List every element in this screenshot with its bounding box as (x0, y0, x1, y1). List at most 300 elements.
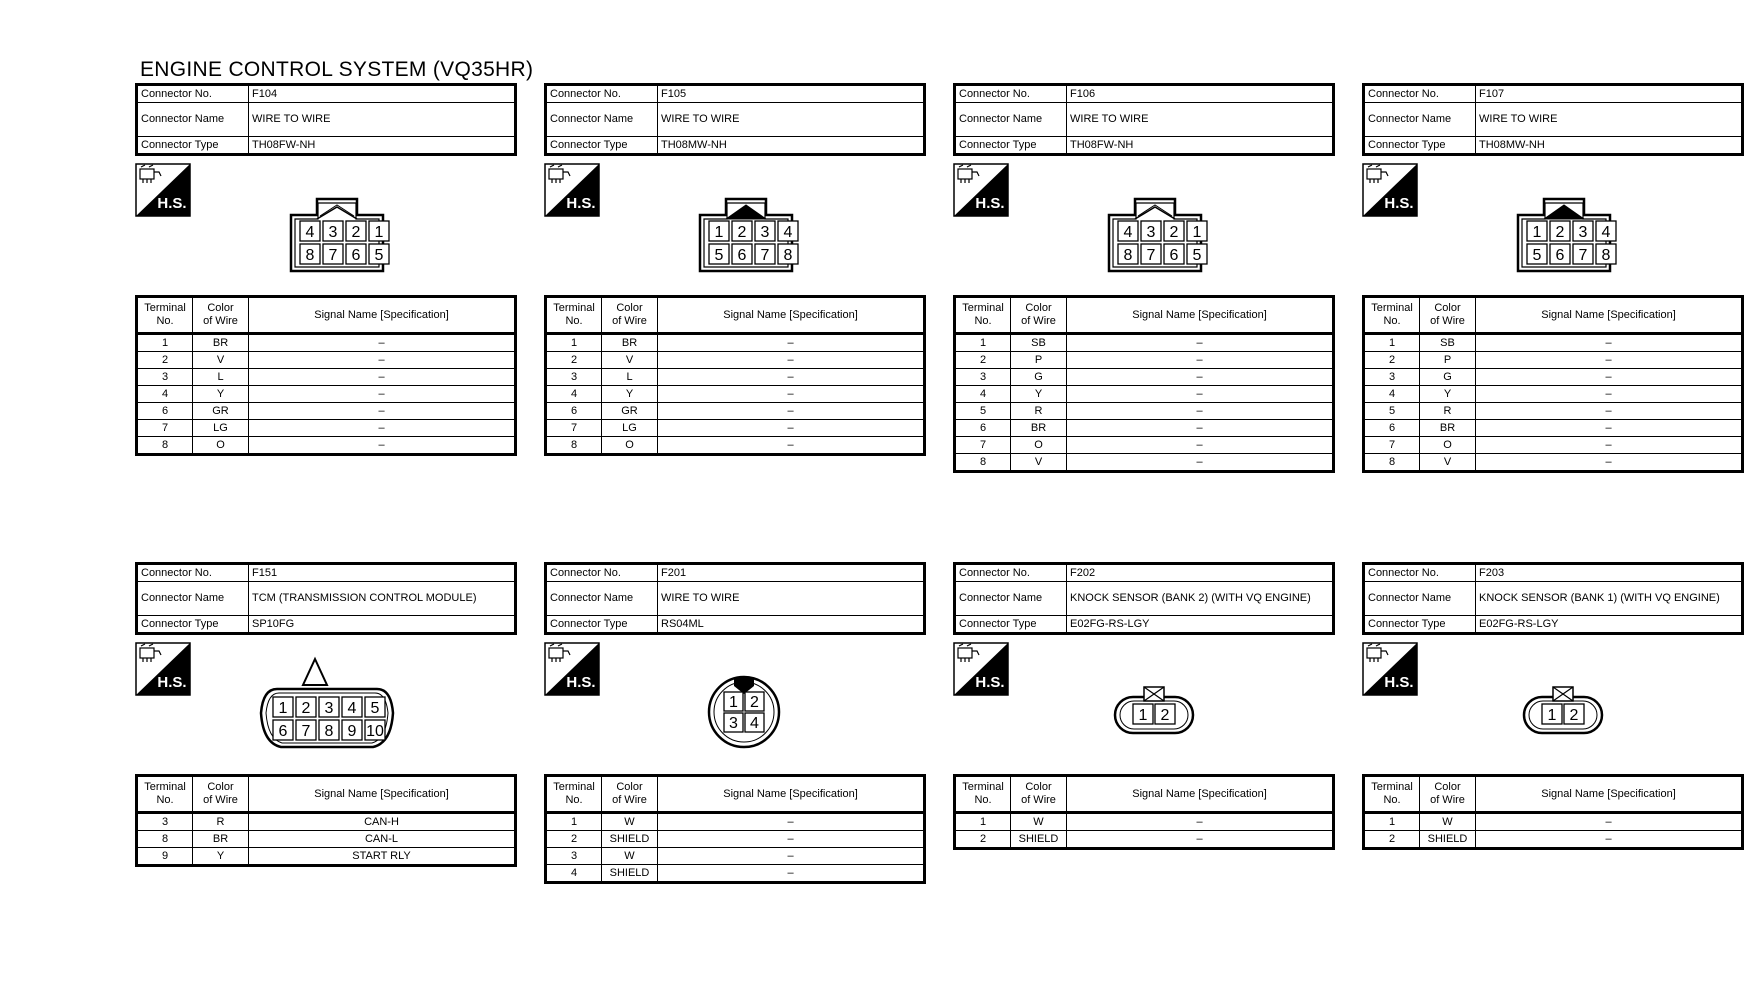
connector-type-label: Connector Type (546, 137, 658, 155)
terminal-no-header: Terminal No. (137, 776, 193, 813)
signal-name: – (658, 831, 925, 848)
terminal-number: 2 (955, 831, 1011, 849)
pin-number: 4 (305, 224, 315, 241)
wire-color: R (1011, 403, 1067, 420)
connector-name-label: Connector Name (1364, 103, 1476, 137)
connector-info-table (953, 562, 1335, 635)
terminal-number: 4 (1364, 386, 1420, 403)
wire-color: L (602, 369, 658, 386)
terminal-number: 5 (1364, 403, 1420, 420)
wire-color-header: Color of Wire (1011, 297, 1067, 334)
wire-color: BR (1420, 420, 1476, 437)
table-row (955, 352, 1334, 369)
table-row (1364, 403, 1743, 420)
connector-number-label: Connector No. (546, 85, 658, 103)
signal-name: – (658, 386, 925, 403)
hs-label: H.S. (975, 195, 1005, 212)
connector-number-value: F107 (1476, 85, 1743, 103)
table-row (137, 334, 516, 352)
signal-name: – (249, 352, 516, 369)
terminal-table-header (1364, 776, 1743, 813)
connector-name-value: KNOCK SENSOR (BANK 2) (WITH VQ ENGINE) (1067, 582, 1334, 616)
harness-side-icon (1362, 642, 1418, 696)
pin-number: 3 (1146, 224, 1156, 241)
terminal-table-header (546, 776, 925, 813)
pin-number: 5 (1532, 247, 1542, 264)
connector-face (688, 185, 804, 278)
terminal-number: 4 (546, 386, 602, 403)
connector-face-diagram (688, 185, 804, 273)
connector-name-label: Connector Name (955, 103, 1067, 137)
table-row (137, 831, 516, 848)
harness-side-icon (135, 642, 191, 696)
wire-color-header: Color of Wire (1420, 776, 1476, 813)
harness-side-icon (544, 642, 600, 696)
terminal-number: 7 (546, 420, 602, 437)
signal-name: – (1476, 437, 1743, 454)
pin-number: 9 (347, 723, 357, 740)
table-row (546, 352, 925, 369)
connector-name-value: TCM (TRANSMISSION CONTROL MODULE) (249, 582, 516, 616)
wire-color: R (193, 813, 249, 831)
terminal-table-header (546, 297, 925, 334)
pin-number: 7 (328, 247, 338, 264)
connector-name-label: Connector Name (1364, 582, 1476, 616)
connector-face (1521, 683, 1605, 742)
terminal-table (953, 295, 1335, 473)
terminal-number: 3 (546, 848, 602, 865)
connector-type-value: TH08MW-NH (1476, 137, 1743, 155)
terminal-number: 3 (1364, 369, 1420, 386)
connector-name-label: Connector Name (137, 582, 249, 616)
pin-number: 1 (714, 224, 724, 241)
terminal-number: 8 (1364, 454, 1420, 472)
wire-color: BR (1011, 420, 1067, 437)
table-row (546, 369, 925, 386)
connector-block (1362, 83, 1744, 468)
wire-color: Y (193, 386, 249, 403)
pin-number: 3 (324, 700, 334, 717)
signal-name: – (1067, 420, 1334, 437)
wire-color: G (1420, 369, 1476, 386)
wire-color: G (1011, 369, 1067, 386)
table-row (955, 420, 1334, 437)
connector-info-table (1362, 83, 1744, 156)
harness-side-icon (135, 163, 191, 217)
connector-face (1506, 185, 1622, 278)
wire-color-header: Color of Wire (602, 297, 658, 334)
signal-name: – (658, 420, 925, 437)
signal-name: – (1476, 403, 1743, 420)
pin-number: 1 (1192, 224, 1202, 241)
table-row (137, 420, 516, 437)
terminal-number: 8 (546, 437, 602, 455)
connector-block (135, 83, 517, 451)
terminal-number: 3 (137, 813, 193, 831)
pin-number: 2 (301, 700, 311, 717)
connector-number-label: Connector No. (1364, 85, 1476, 103)
signal-name: – (1067, 831, 1334, 849)
connector-number-label: Connector No. (955, 85, 1067, 103)
terminal-number: 6 (1364, 420, 1420, 437)
hs-label: H.S. (1384, 674, 1414, 691)
connector-number-value: F104 (249, 85, 516, 103)
wire-color: O (602, 437, 658, 455)
connector-name-label: Connector Name (955, 582, 1067, 616)
terminal-table-header (137, 776, 516, 813)
connector-number-value: F202 (1067, 564, 1334, 582)
wire-color: V (193, 352, 249, 369)
connector-face (1097, 185, 1213, 278)
pin-number: 5 (370, 700, 380, 717)
signal-name-header: Signal Name [Specification] (249, 776, 516, 813)
signal-name: – (658, 334, 925, 352)
wire-color: SHIELD (1420, 831, 1476, 849)
terminal-number: 6 (546, 403, 602, 420)
table-row (955, 369, 1334, 386)
table-row (546, 848, 925, 865)
page-title: ENGINE CONTROL SYSTEM (VQ35HR) (140, 58, 534, 81)
wire-color: O (1420, 437, 1476, 454)
terminal-number: 1 (546, 334, 602, 352)
harness-side-icon (1362, 163, 1418, 217)
connector-face (257, 655, 397, 760)
connector-number-value: F201 (658, 564, 925, 582)
table-row (1364, 454, 1743, 472)
harness-side-icon (953, 642, 1009, 696)
signal-name: – (1067, 369, 1334, 386)
table-row (1364, 813, 1743, 831)
terminal-number: 4 (137, 386, 193, 403)
pin-number: 4 (1601, 224, 1611, 241)
terminal-number: 1 (955, 334, 1011, 352)
connector-block (135, 562, 517, 862)
pin-number: 3 (760, 224, 770, 241)
terminal-number: 2 (546, 352, 602, 369)
table-row (955, 437, 1334, 454)
terminal-number: 2 (137, 352, 193, 369)
table-row (955, 386, 1334, 403)
connector-type-label: Connector Type (137, 137, 249, 155)
connector-type-label: Connector Type (1364, 616, 1476, 634)
signal-name: – (1476, 334, 1743, 352)
connector-face-diagram (1506, 185, 1622, 273)
pin-number: 4 (783, 224, 793, 241)
pin-number: 8 (324, 723, 334, 740)
terminal-number: 3 (955, 369, 1011, 386)
table-row (137, 437, 516, 455)
terminal-number: 1 (546, 813, 602, 831)
signal-name-header: Signal Name [Specification] (658, 297, 925, 334)
connector-number-label: Connector No. (955, 564, 1067, 582)
wire-color: O (1011, 437, 1067, 454)
connector-block (953, 83, 1335, 468)
connector-type-label: Connector Type (1364, 137, 1476, 155)
signal-name: – (658, 865, 925, 883)
table-row (137, 848, 516, 866)
connector-face-diagram (1521, 683, 1605, 737)
connector-type-value: TH08MW-NH (658, 137, 925, 155)
wire-color: W (1011, 813, 1067, 831)
pin-number: 4 (347, 700, 357, 717)
pin-number: 3 (729, 715, 738, 732)
connector-number-value: F105 (658, 85, 925, 103)
connector-number-label: Connector No. (546, 564, 658, 582)
terminal-no-header: Terminal No. (546, 297, 602, 334)
terminal-table (135, 774, 517, 867)
terminal-number: 6 (955, 420, 1011, 437)
wire-color: BR (602, 334, 658, 352)
signal-name-header: Signal Name [Specification] (249, 297, 516, 334)
signal-name: CAN-H (249, 813, 516, 831)
signal-name: – (1067, 454, 1334, 472)
pin-number: 8 (1123, 247, 1133, 264)
pin-number: 8 (783, 247, 793, 264)
terminal-number: 1 (955, 813, 1011, 831)
table-row (955, 403, 1334, 420)
connector-number-value: F151 (249, 564, 516, 582)
terminal-number: 1 (137, 334, 193, 352)
terminal-number: 2 (546, 831, 602, 848)
signal-name: – (658, 848, 925, 865)
wire-color: Y (1420, 386, 1476, 403)
signal-name: – (1476, 386, 1743, 403)
table-row (137, 813, 516, 831)
connector-info-table (1362, 562, 1744, 635)
wire-color: LG (193, 420, 249, 437)
connector-type-value: TH08FW-NH (249, 137, 516, 155)
wire-color: W (602, 848, 658, 865)
wire-color: SHIELD (1011, 831, 1067, 849)
signal-name: – (249, 403, 516, 420)
signal-name: – (1067, 334, 1334, 352)
pin-number: 8 (305, 247, 315, 264)
terminal-number: 7 (955, 437, 1011, 454)
terminal-number: 7 (1364, 437, 1420, 454)
signal-name: – (658, 352, 925, 369)
signal-name: – (1067, 386, 1334, 403)
wire-color: R (1420, 403, 1476, 420)
terminal-number: 8 (955, 454, 1011, 472)
connector-info-table (544, 562, 926, 635)
connector-block (1362, 562, 1744, 845)
wire-color: BR (193, 334, 249, 352)
connector-info-table (135, 83, 517, 156)
signal-name: – (658, 403, 925, 420)
terminal-number: 3 (137, 369, 193, 386)
terminal-number: 4 (546, 865, 602, 883)
signal-name: – (249, 386, 516, 403)
pin-number: 3 (1578, 224, 1588, 241)
wire-color: V (1011, 454, 1067, 472)
signal-name: – (1476, 454, 1743, 472)
wire-color: GR (193, 403, 249, 420)
table-row (546, 403, 925, 420)
pin-number: 2 (1169, 224, 1179, 241)
hs-label: H.S. (566, 195, 596, 212)
signal-name: – (1067, 813, 1334, 831)
table-row (137, 369, 516, 386)
table-row (137, 386, 516, 403)
signal-name: – (249, 334, 516, 352)
connector-face (1112, 683, 1196, 742)
table-row (955, 454, 1334, 472)
connector-name-label: Connector Name (546, 582, 658, 616)
hs-label: H.S. (157, 195, 187, 212)
signal-name: – (1476, 352, 1743, 369)
signal-name: – (249, 437, 516, 455)
connector-type-value: E02FG-RS-LGY (1067, 616, 1334, 634)
pin-number: 2 (1555, 224, 1565, 241)
terminal-number: 4 (955, 386, 1011, 403)
table-row (1364, 831, 1743, 849)
signal-name: – (658, 813, 925, 831)
connector-face-diagram (279, 185, 395, 273)
wire-color: W (1420, 813, 1476, 831)
terminal-table (135, 295, 517, 456)
terminal-table (1362, 774, 1744, 850)
table-row (546, 813, 925, 831)
connector-type-value: TH08FW-NH (1067, 137, 1334, 155)
wire-color: Y (1011, 386, 1067, 403)
connector-face-diagram (257, 655, 397, 755)
terminal-number: 2 (955, 352, 1011, 369)
connector-number-label: Connector No. (137, 85, 249, 103)
terminal-number: 5 (955, 403, 1011, 420)
connector-info-table (953, 83, 1335, 156)
table-row (1364, 334, 1743, 352)
wire-color: LG (602, 420, 658, 437)
connector-type-label: Connector Type (955, 616, 1067, 634)
connector-type-label: Connector Type (137, 616, 249, 634)
wire-color: BR (193, 831, 249, 848)
connector-name-value: WIRE TO WIRE (658, 582, 925, 616)
pin-number: 6 (1555, 247, 1565, 264)
terminal-number: 2 (1364, 831, 1420, 849)
terminal-table (953, 774, 1335, 850)
wire-color-header: Color of Wire (602, 776, 658, 813)
signal-name-header: Signal Name [Specification] (1476, 297, 1743, 334)
terminal-number: 6 (137, 403, 193, 420)
table-row (1364, 369, 1743, 386)
terminal-number: 1 (1364, 334, 1420, 352)
table-row (546, 831, 925, 848)
signal-name: – (1476, 420, 1743, 437)
wire-color: L (193, 369, 249, 386)
table-row (137, 352, 516, 369)
signal-name: – (1476, 369, 1743, 386)
terminal-table-header (1364, 297, 1743, 334)
connector-name-label: Connector Name (546, 103, 658, 137)
connector-number-label: Connector No. (137, 564, 249, 582)
terminal-no-header: Terminal No. (1364, 776, 1420, 813)
connector-info-table (544, 83, 926, 156)
signal-name: START RLY (249, 848, 516, 866)
signal-name-header: Signal Name [Specification] (1067, 776, 1334, 813)
wire-color-header: Color of Wire (193, 776, 249, 813)
hs-label: H.S. (157, 674, 187, 691)
table-row (546, 865, 925, 883)
signal-name: – (1476, 813, 1743, 831)
connector-name-value: WIRE TO WIRE (658, 103, 925, 137)
table-row (137, 403, 516, 420)
wire-color-header: Color of Wire (193, 297, 249, 334)
connector-face-diagram (1097, 185, 1213, 273)
signal-name: – (249, 369, 516, 386)
connector-number-value: F203 (1476, 564, 1743, 582)
terminal-table-header (955, 776, 1334, 813)
connector-block (953, 562, 1335, 845)
wire-color: SHIELD (602, 831, 658, 848)
wire-color: W (602, 813, 658, 831)
harness-side-icon (953, 163, 1009, 217)
pin-number: 5 (374, 247, 384, 264)
signal-name: CAN-L (249, 831, 516, 848)
connector-name-value: KNOCK SENSOR (BANK 1) (WITH VQ ENGINE) (1476, 582, 1743, 616)
terminal-number: 7 (137, 420, 193, 437)
pin-number: 8 (1601, 247, 1611, 264)
table-row (1364, 420, 1743, 437)
pin-number: 6 (1169, 247, 1179, 264)
table-row (955, 813, 1334, 831)
terminal-no-header: Terminal No. (137, 297, 193, 334)
pin-number: 2 (1569, 707, 1579, 724)
wire-color: V (1420, 454, 1476, 472)
connector-type-value: RS04ML (658, 616, 925, 634)
wire-color: SB (1420, 334, 1476, 352)
pin-number: 2 (351, 224, 361, 241)
pin-number: 4 (1123, 224, 1133, 241)
terminal-number: 8 (137, 831, 193, 848)
pin-number: 5 (1192, 247, 1202, 264)
signal-name-header: Signal Name [Specification] (1476, 776, 1743, 813)
pin-number: 1 (729, 694, 738, 711)
terminal-no-header: Terminal No. (546, 776, 602, 813)
connector-name-value: WIRE TO WIRE (249, 103, 516, 137)
pin-number: 1 (1532, 224, 1542, 241)
wire-color: SB (1011, 334, 1067, 352)
table-row (546, 437, 925, 455)
pin-number: 6 (737, 247, 747, 264)
pin-number: 1 (278, 700, 288, 717)
harness-side-icon (544, 163, 600, 217)
terminal-no-header: Terminal No. (955, 297, 1011, 334)
wire-color: Y (193, 848, 249, 866)
terminal-number: 1 (1364, 813, 1420, 831)
wire-color: GR (602, 403, 658, 420)
connector-type-label: Connector Type (546, 616, 658, 634)
table-row (955, 831, 1334, 849)
signal-name: – (1067, 352, 1334, 369)
connector-name-value: WIRE TO WIRE (1476, 103, 1743, 137)
pin-number: 2 (750, 694, 759, 711)
table-row (546, 420, 925, 437)
pin-number: 2 (737, 224, 747, 241)
wire-color: O (193, 437, 249, 455)
connector-name-value: WIRE TO WIRE (1067, 103, 1334, 137)
table-row (546, 334, 925, 352)
pin-number: 7 (1578, 247, 1588, 264)
connector-type-value: SP10FG (249, 616, 516, 634)
connector-number-label: Connector No. (1364, 564, 1476, 582)
connector-type-value: E02FG-RS-LGY (1476, 616, 1743, 634)
pin-number: 6 (278, 723, 288, 740)
wire-color: SHIELD (602, 865, 658, 883)
pin-number: 1 (1547, 707, 1557, 724)
terminal-no-header: Terminal No. (955, 776, 1011, 813)
connector-name-label: Connector Name (137, 103, 249, 137)
terminal-table (544, 774, 926, 884)
